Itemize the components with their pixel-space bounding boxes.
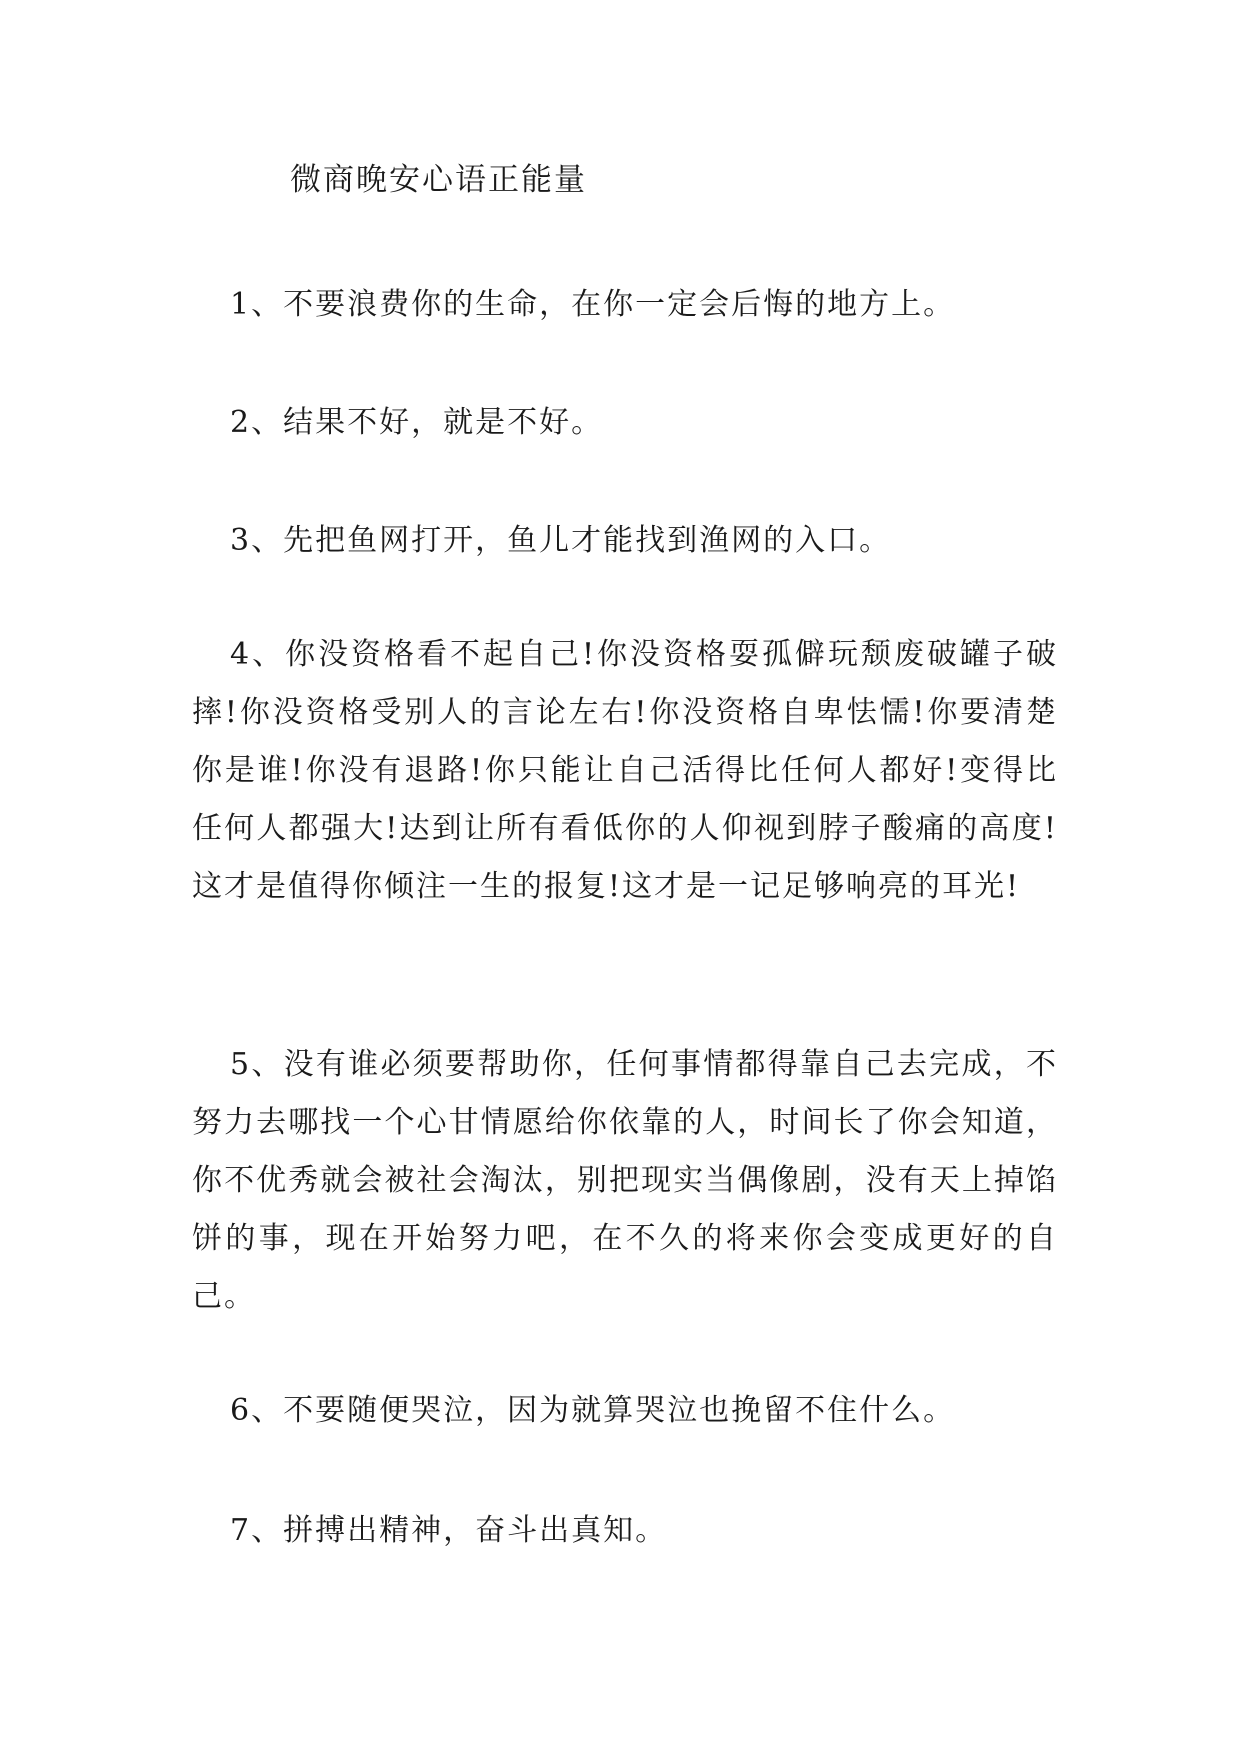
paragraph-7: 7、拼搏出精神，奋斗出真知。 — [230, 1513, 668, 1548]
paragraph-3: 3、先把鱼网打开，鱼儿才能找到渔网的入口。 — [230, 523, 892, 558]
paragraph-2: 2、结果不好，就是不好。 — [230, 405, 604, 440]
paragraph-1: 1、不要浪费你的生命，在你一定会后悔的地方上。 — [230, 287, 956, 322]
paragraph-4: 4、你没资格看不起自己!你没资格耍孤僻玩颓废破罐子破摔!你没资格受别人的言论左右!你没资格自卑怯懦!你要清楚你是谁!你没有退路!你只能让自己活得比任何人都好!变得比任何人都强大!达到让所有看低你的人仰视到脖子酸痛的高度!这才是值得你倾注一生的报复!这才是一记足够响亮的耳光! — [192, 637, 1058, 904]
document-title: 微商晚安心语正能量 — [290, 162, 587, 198]
paragraph-5: 5、没有谁必须要帮助你，任何事情都得靠自己去完成，不努力去哪找一个心甘情愿给你依靠的人，时间长了你会知道，你不优秀就会被社会淘汰，别把现实当偶像剧，没有天上掉馅饼的事，现在开始努力吧，在不久的将来你会变成更好的自己。 — [192, 1047, 1058, 1314]
paragraph-6: 6、不要随便哭泣，因为就算哭泣也挽留不住什么。 — [230, 1393, 956, 1428]
